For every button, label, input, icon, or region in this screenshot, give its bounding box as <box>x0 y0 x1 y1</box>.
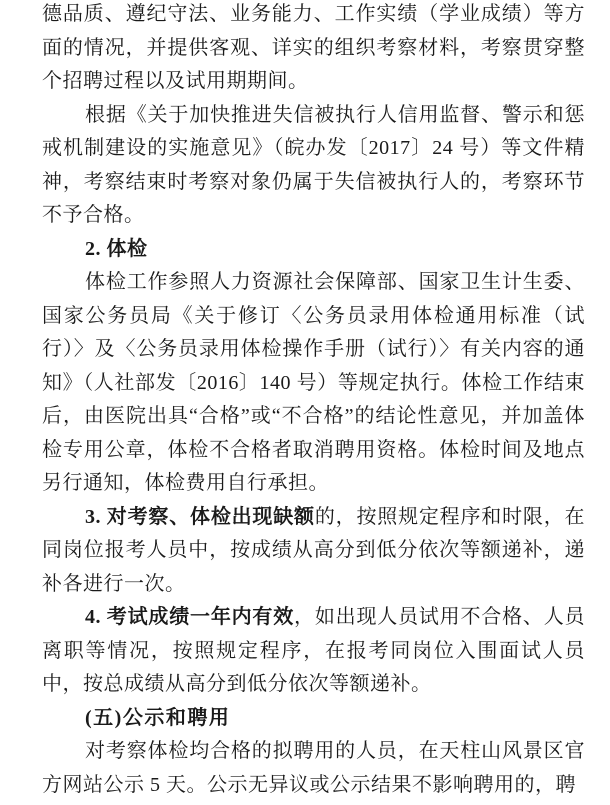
text-run: 根据《关于加快推进失信被执行人信用监督、警示和惩戒机制建设的实施意见》（皖办发〔2017〕24 号）等文件精神，考察结束时考察对象仍属于失信被执行人的，考察环节不予合格。 <box>42 103 585 226</box>
text-run: 对考察体检均合格的拟聘用的人员，在天柱山风景区官方网站公示 5 天。公示无异议或公示结果不影响聘用的，聘 <box>42 740 585 796</box>
paragraph <box>42 266 585 501</box>
paragraph <box>42 501 585 602</box>
text-run: ，如出现人员试用不合格、人员离职等情况，按照规定程序，在报考同岗位入围面试人员中，按总成绩从高分到低分依次等额递补。 <box>42 606 586 695</box>
bold-text-run: (五)公示和聘用 <box>85 706 231 729</box>
document-body <box>42 0 585 802</box>
bold-text-run: 2. 体检 <box>85 237 148 260</box>
text-run: 的，按照规定程序和时限，在同岗位报考人员中，按成绩从高分到低分依次等额递补，递补各进行一次。 <box>42 505 586 595</box>
paragraph <box>42 601 585 702</box>
paragraph <box>42 0 585 99</box>
bold-text-run: 3. 对考察、体检出现缺额 <box>85 505 315 528</box>
section-heading <box>42 233 585 267</box>
text-run: 德品质、遵纪守法、业务能力、工作实绩（学业成绩）等方面的情况，并提供客观、详实的组织考察材料，考察贯穿整个招聘过程以及试用期期间。 <box>42 3 585 92</box>
section-heading <box>42 702 585 736</box>
paragraph <box>42 735 585 802</box>
bold-text-run: 4. 考试成绩一年内有效 <box>85 606 295 628</box>
text-run: 体检工作参照人力资源社会保障部、国家卫生计生委、国家公务员局《关于修订〈公务员录用体检通用标准（试行）〉及〈公务员录用体检操作手册（试行）〉有关内容的通知》（人社部发〔2016〕140 号）等规定执行。体检工作结束后，由医院出具“合格”或“不合格”的结论性意见，并加盖体检专用公章，体检不合格者取消聘用资格。体检时间及地点另行通知，体检费用自行承担。 <box>42 271 585 494</box>
paragraph <box>42 99 585 233</box>
